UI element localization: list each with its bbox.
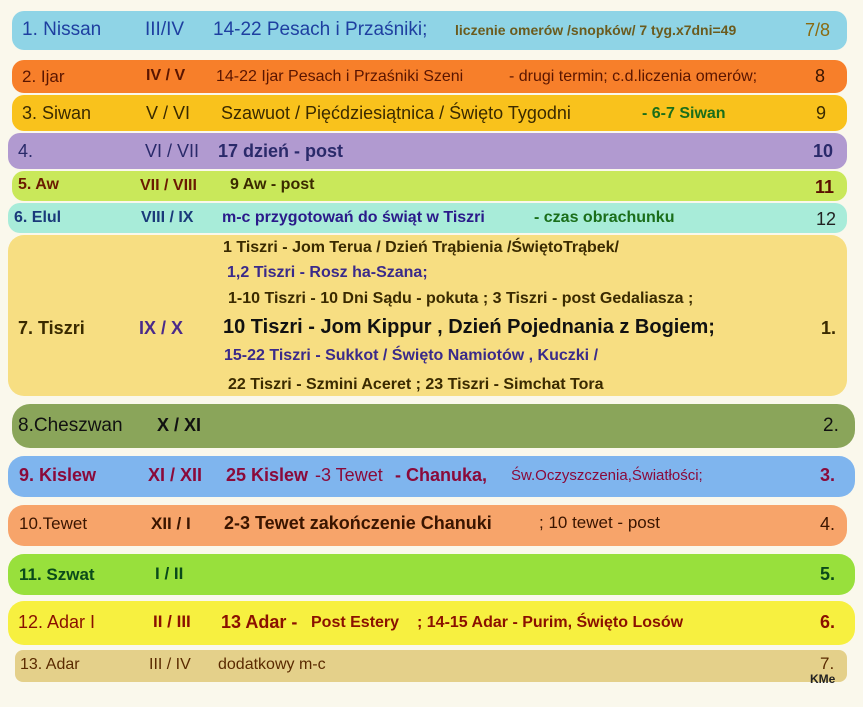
month-name: 4.: [18, 141, 34, 161]
month-number: 5.: [820, 564, 836, 584]
month-name: 9. Kislew: [19, 465, 97, 485]
month-row-szwat: [8, 554, 855, 595]
month-name: 2. Ijar: [22, 67, 65, 86]
month-roman: V / VI: [146, 103, 191, 123]
month-holiday-note: Św.Oczyszczenia,Światłości;: [511, 467, 703, 484]
month-roman: XI / XII: [148, 465, 203, 485]
tiszri-line-5: 15-22 Tiszri - Sukkot / Święto Namiotów , Kuczki /: [224, 347, 599, 364]
month-number: 8: [815, 66, 826, 86]
month-number: 10: [813, 141, 834, 161]
month-row-elul: [8, 203, 847, 233]
month-roman: III/IV: [145, 19, 185, 40]
month-roman: IV / V: [146, 67, 186, 84]
month-holiday-fast: Post Estery: [311, 614, 400, 631]
month-holiday-name: - Chanuka,: [395, 465, 488, 485]
month-roman: X / XI: [157, 415, 202, 435]
month-row-tewet: [8, 505, 847, 546]
month-row-tammuz: [8, 133, 847, 169]
month-roman: VI / VII: [145, 141, 200, 161]
month-roman: VII / VIII: [140, 177, 197, 194]
month-holiday: 9 Aw - post: [230, 176, 315, 193]
tiszri-line-4: 10 Tiszri - Jom Kippur , Dzień Pojednania z Bogiem;: [223, 316, 715, 338]
month-holiday: 14-22 Pesach i Przaśniki;: [213, 19, 428, 40]
month-row-kislew: [8, 456, 855, 497]
month-number: 7.: [820, 654, 835, 673]
month-roman: XII / I: [151, 514, 191, 533]
month-holiday: dodatkowy m-c: [218, 656, 326, 673]
month-holiday-note: liczenie omerów /snopków/ 7 tyg.x7dni=49: [455, 22, 737, 38]
tiszri-line-2: 1,2 Tiszri - Rosz ha-Szana;: [227, 264, 428, 281]
month-roman: VIII / IX: [141, 209, 194, 226]
month-name: 3. Siwan: [22, 103, 92, 123]
month-holiday: m-c przygotowań do świąt w Tiszri: [222, 209, 485, 226]
month-roman: IX / X: [139, 318, 184, 338]
month-roman: II / III: [153, 612, 191, 631]
month-holiday: 17 dzień - post: [218, 141, 344, 161]
month-name: 13. Adar: [20, 656, 80, 673]
month-number: 6.: [820, 612, 836, 632]
month-roman: I / II: [155, 564, 184, 583]
month-holiday-note: - czas obrachunku: [534, 209, 675, 226]
month-row-adar-1: [8, 601, 855, 645]
month-holiday-range: -3 Tewet: [315, 465, 383, 485]
tiszri-line-6: 22 Tiszri - Szmini Aceret ; 23 Tiszri - Simchat Tora: [228, 376, 604, 393]
month-name: 5. Aw: [18, 176, 59, 193]
month-name: 11. Szwat: [19, 565, 95, 584]
month-row-aw: [12, 171, 847, 201]
month-name: 1. Nissan: [22, 19, 102, 40]
month-number: 3.: [820, 465, 836, 485]
month-holiday-note: ; 10 tewet - post: [539, 513, 660, 532]
month-name: 7. Tiszri: [18, 318, 85, 338]
author-signature: KMe: [810, 672, 836, 686]
month-row-cheszwan: [12, 404, 855, 448]
month-number: 11: [815, 177, 835, 197]
month-name: 10.Tewet: [19, 514, 88, 533]
month-holiday: 2-3 Tewet zakończenie Chanuki: [224, 513, 492, 533]
month-name: 8.Cheszwan: [18, 415, 123, 436]
month-holiday: Szawuot / Pięćdziesiątnica / Święto Tygodni: [221, 103, 571, 123]
month-holiday: 13 Adar -: [221, 612, 298, 632]
month-row-ijar: [12, 60, 847, 93]
tiszri-line-1: 1 Tiszri - Jom Terua / Dzień Trąbienia /ŚwiętoTrąbek/: [223, 239, 619, 256]
month-holiday: 14-22 Ijar Pesach i Przaśniki Szeni: [216, 68, 464, 85]
month-row-nissan: [12, 11, 847, 50]
month-holiday-note: - 6-7 Siwan: [642, 105, 726, 122]
month-holiday: 25 Kislew: [226, 465, 309, 485]
tiszri-line-3: 1-10 Tiszri - 10 Dni Sądu - pokuta ; 3 Tiszri - post Gedaliasza ;: [228, 290, 694, 307]
month-number: 7/8: [805, 20, 831, 40]
month-number: 9: [816, 103, 827, 123]
month-holiday-note: ; 14-15 Adar - Purim, Święto Losów: [417, 614, 684, 631]
month-roman: III / IV: [149, 656, 191, 673]
month-row-siwan: [12, 95, 847, 131]
month-name: 12. Adar I: [18, 612, 96, 632]
month-number: 1.: [821, 318, 837, 338]
month-number: 12: [816, 209, 837, 229]
month-row-tiszri: [8, 235, 847, 396]
month-number: 2.: [823, 415, 839, 436]
month-name: 6. Elul: [14, 209, 62, 226]
month-row-adar-2: [15, 650, 847, 682]
month-number: 4.: [820, 514, 836, 534]
month-holiday-note: - drugi termin; c.d.liczenia omerów;: [509, 68, 758, 85]
